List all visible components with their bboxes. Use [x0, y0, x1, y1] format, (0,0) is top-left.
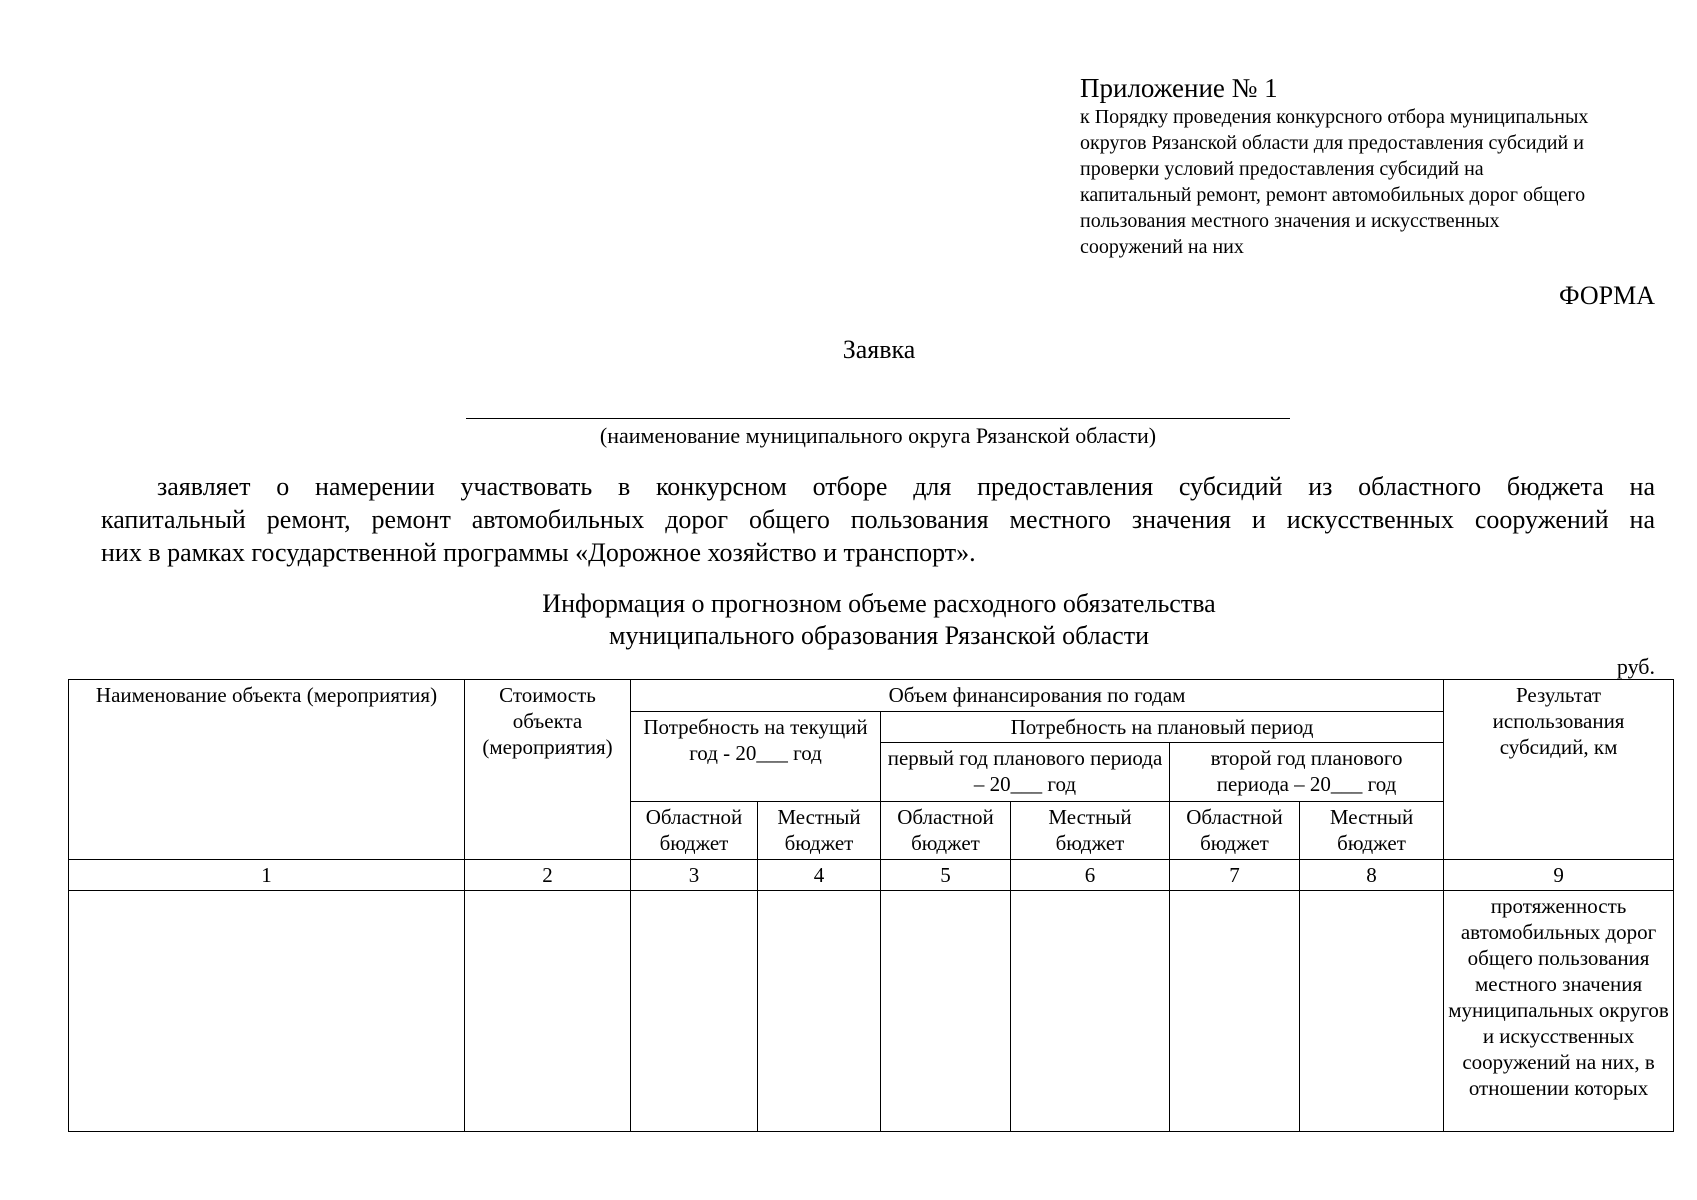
header-local-budget: Местный бюджет — [1300, 801, 1444, 859]
header-first-plan-year: первый год планового периода – 20___ год — [881, 743, 1170, 801]
funding-table — [68, 679, 1674, 1132]
currency-unit: руб. — [1616, 654, 1655, 679]
municipality-fill-line — [466, 418, 1290, 419]
data-cell-empty — [1170, 891, 1300, 1132]
info-title-line: Информация о прогнозном объеме расходного обязательства — [542, 589, 1216, 618]
column-number: 7 — [1170, 860, 1300, 891]
header-local-budget: Местный бюджет — [758, 801, 881, 859]
header-result: Результат использования субсидий, км — [1444, 680, 1674, 860]
info-title-line: муниципального образования Рязанской области — [608, 621, 1150, 650]
statement-line: них в рамках государственной программы «Дорожное хозяйство и транспорт». — [101, 538, 976, 567]
column-number: 9 — [1444, 860, 1674, 891]
column-number: 6 — [1011, 860, 1170, 891]
column-number: 4 — [758, 860, 881, 891]
appendix-block — [1080, 72, 1680, 260]
header-regional-budget: Областной бюджет — [631, 801, 758, 859]
header-cost: Стоимость объекта (мероприятия) — [465, 680, 631, 860]
column-number: 2 — [465, 860, 631, 891]
column-number: 1 — [69, 860, 465, 891]
column-number: 3 — [631, 860, 758, 891]
column-number: 5 — [881, 860, 1011, 891]
appendix-line: к Порядку проведения конкурсного отбора муниципальных — [1080, 106, 1589, 128]
appendix-line: проверки условий предоставления субсидий на — [1080, 158, 1484, 180]
header-regional-budget: Областной бюджет — [1170, 801, 1300, 859]
data-cell-empty — [69, 891, 465, 1132]
result-description: протяженность автомобильных дорог общего пользования местного значения муниципальных округов и искусственных сооружений на них, в отношении которых — [1444, 891, 1674, 1132]
header-planned-need: Потребность на плановый период — [881, 711, 1444, 743]
data-cell-empty — [758, 891, 881, 1132]
data-cell-empty — [1011, 891, 1170, 1132]
appendix-line: капитальный ремонт, ремонт автомобильных дорог общего — [1080, 184, 1586, 206]
appendix-line: пользования местного значения и искусственных — [1080, 210, 1500, 232]
statement-line: заявляет о намерении участвовать в конкурсном отборе для предоставления субсидий из областного бюджета на — [157, 472, 1655, 501]
header-funding-by-year: Объем финансирования по годам — [631, 680, 1444, 712]
header-object-name: Наименование объекта (мероприятия) — [69, 680, 465, 860]
statement-line: капитальный ремонт, ремонт автомобильных дорог общего пользования местного значения и искусственных сооружений на — [101, 505, 1655, 534]
header-local-budget: Местный бюджет — [1011, 801, 1170, 859]
appendix-line: сооружений на них — [1080, 236, 1244, 258]
municipality-caption: (наименование муниципального округа Рязанской области) — [599, 423, 1157, 448]
application-title: Заявка — [842, 335, 916, 364]
appendix-title: Приложение № 1 — [1080, 73, 1278, 103]
data-cell-empty — [1300, 891, 1444, 1132]
column-number: 8 — [1300, 860, 1444, 891]
statement-paragraph — [101, 470, 1655, 569]
appendix-line: округов Рязанской области для предоставления субсидий и — [1080, 132, 1584, 154]
info-title — [0, 588, 1697, 652]
data-cell-empty — [465, 891, 631, 1132]
data-cell-empty — [631, 891, 758, 1132]
data-cell-empty — [881, 891, 1011, 1132]
header-second-plan-year: второй год планового периода – 20___ год — [1170, 743, 1444, 801]
form-label: ФОРМА — [1559, 281, 1655, 310]
header-regional-budget: Областной бюджет — [881, 801, 1011, 859]
header-current-need: Потребность на текущий год - 20___ год — [631, 711, 881, 801]
